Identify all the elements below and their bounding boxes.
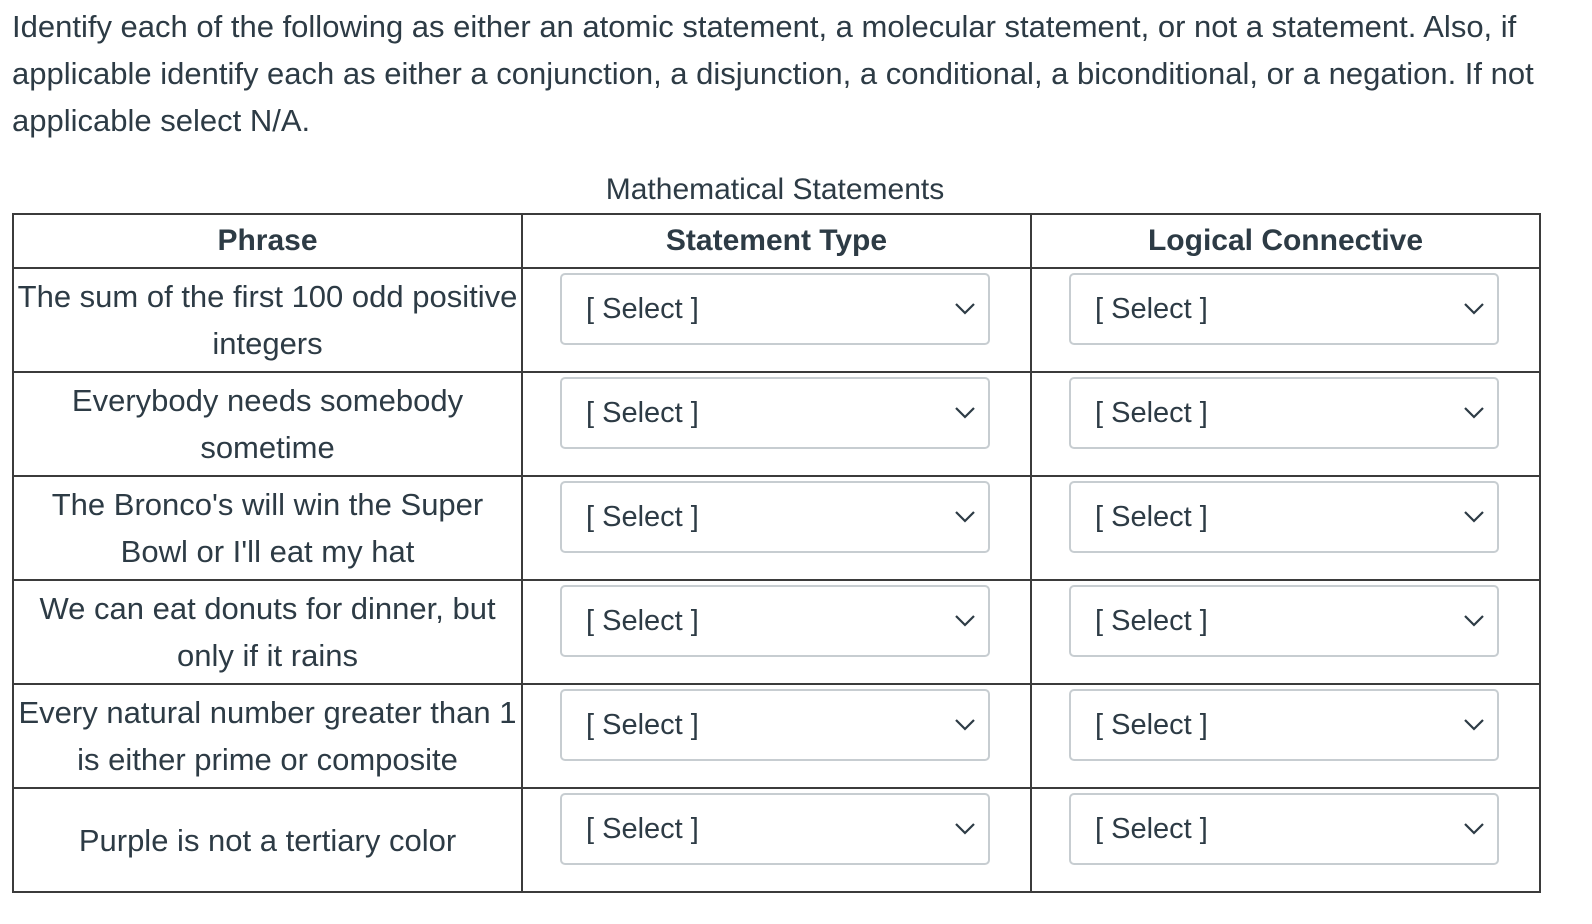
chevron-down-icon: [1463, 822, 1485, 836]
question-instructions: Identify each of the following as either an atomic statement, a molecular statement, or not a statement. Also, if applicable identify each as either a conjunction, a disjunction, a conditional, a biconditional, or a negation. If not applicable select N/A.: [12, 9, 1534, 138]
header-phrase: Phrase: [13, 214, 522, 268]
chevron-down-icon: [1463, 406, 1485, 420]
table-row: [13, 580, 1540, 684]
statements-table: [12, 213, 1541, 893]
chevron-down-icon: [1463, 718, 1485, 732]
select-value: [ Select ]: [1095, 500, 1208, 533]
chevron-down-icon: [1463, 302, 1485, 316]
table-row: [13, 268, 1540, 372]
header-logical-connective: Logical Connective: [1031, 214, 1540, 268]
logical-connective-select[interactable]: [1069, 689, 1499, 761]
statement-type-select[interactable]: [560, 793, 990, 865]
select-value: [ Select ]: [586, 604, 699, 637]
table-row: [13, 476, 1540, 580]
table-header-row: [13, 214, 1540, 268]
statement-type-select[interactable]: [560, 689, 990, 761]
phrase-cell: Everybody needs somebody sometime: [13, 372, 522, 476]
select-value: [ Select ]: [1095, 708, 1208, 741]
chevron-down-icon: [954, 302, 976, 316]
header-statement-type: Statement Type: [522, 214, 1031, 268]
statement-type-select[interactable]: [560, 481, 990, 553]
phrase-cell: Every natural number greater than 1 is either prime or composite: [13, 684, 522, 788]
select-value: [ Select ]: [586, 812, 699, 845]
select-value: [ Select ]: [586, 708, 699, 741]
statement-type-select[interactable]: [560, 377, 990, 449]
logical-connective-select[interactable]: [1069, 481, 1499, 553]
chevron-down-icon: [954, 718, 976, 732]
select-value: [ Select ]: [586, 500, 699, 533]
chevron-down-icon: [954, 614, 976, 628]
phrase-cell: We can eat donuts for dinner, but only if it rains: [13, 580, 522, 684]
logical-connective-select[interactable]: [1069, 585, 1499, 657]
chevron-down-icon: [954, 822, 976, 836]
select-value: [ Select ]: [586, 396, 699, 429]
table-caption: Mathematical Statements: [605, 173, 945, 206]
select-value: [ Select ]: [586, 292, 699, 325]
phrase-cell: The sum of the first 100 odd positive integers: [13, 268, 522, 372]
select-value: [ Select ]: [1095, 396, 1208, 429]
statement-type-select[interactable]: [560, 585, 990, 657]
phrase-cell: Purple is not a tertiary color: [13, 788, 522, 892]
logical-connective-select[interactable]: [1069, 377, 1499, 449]
select-value: [ Select ]: [1095, 292, 1208, 325]
chevron-down-icon: [954, 406, 976, 420]
statement-type-select[interactable]: [560, 273, 990, 345]
logical-connective-select[interactable]: [1069, 273, 1499, 345]
chevron-down-icon: [954, 510, 976, 524]
chevron-down-icon: [1463, 510, 1485, 524]
table-row: [13, 788, 1540, 892]
select-value: [ Select ]: [1095, 604, 1208, 637]
table-row: [13, 684, 1540, 788]
chevron-down-icon: [1463, 614, 1485, 628]
select-value: [ Select ]: [1095, 812, 1208, 845]
logical-connective-select[interactable]: [1069, 793, 1499, 865]
table-row: [13, 372, 1540, 476]
phrase-cell: The Bronco's will win the Super Bowl or I'll eat my hat: [13, 476, 522, 580]
